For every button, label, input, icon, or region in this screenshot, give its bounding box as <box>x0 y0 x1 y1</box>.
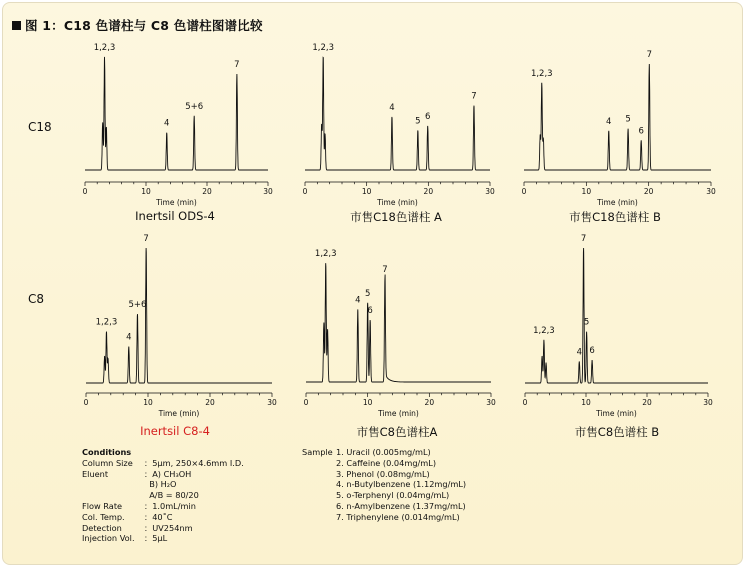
conditions-value: ：40˚C <box>144 511 173 522</box>
sample-row <box>302 458 466 469</box>
conditions-row <box>82 501 244 512</box>
peak-label: 6 <box>589 346 595 357</box>
x-tick-label: 0 <box>303 398 309 407</box>
conditions-label: Eluent <box>82 468 109 479</box>
peak-label: 5 <box>364 288 371 299</box>
x-tick-label: 20 <box>423 187 434 196</box>
chromatogram-4 <box>84 234 277 418</box>
peak-label: 7 <box>382 265 388 276</box>
peak-label: 5+6 <box>185 101 204 112</box>
chromatogram-6 <box>523 234 713 418</box>
x-tick-label: 0 <box>521 187 527 196</box>
sample-item: 5. o-Terphenyl (0.04mg/mL) <box>336 490 450 501</box>
x-tick-label: 20 <box>424 398 435 407</box>
peak-label: 4 <box>126 332 132 343</box>
x-axis-label: Time (min) <box>597 198 638 207</box>
peak-label: 4 <box>164 118 170 129</box>
sample-item: 6. n-Amylbenzene (1.37mg/mL) <box>336 500 466 511</box>
column-name-inertsil-c8-4: Inertsil C8-4 <box>140 424 210 438</box>
row-label-c8: C8 <box>28 292 45 306</box>
conditions-label: Injection Vol. <box>82 533 135 544</box>
conditions-label: Flow Rate <box>82 500 123 511</box>
x-tick-label: 30 <box>486 398 496 407</box>
chromatogram-3 <box>522 50 716 207</box>
x-axis-label: Time (min) <box>596 409 637 418</box>
chromatogram-trace <box>86 248 272 383</box>
chromatogram-2 <box>303 43 495 207</box>
conditions-row <box>82 458 244 469</box>
conditions-label: Col. Temp. <box>82 511 125 522</box>
peak-label: 5 <box>583 317 590 328</box>
conditions-row <box>82 479 244 490</box>
x-tick-label: 0 <box>83 398 89 407</box>
x-axis-label: Time (min) <box>156 198 197 207</box>
sample-row <box>302 501 466 512</box>
sample-block <box>302 447 466 523</box>
x-tick-label: 10 <box>581 398 591 407</box>
x-tick-label: 10 <box>141 187 151 196</box>
sample-row <box>302 479 466 490</box>
sample-item: 4. n-Butylbenzene (1.12mg/mL) <box>336 479 467 490</box>
chromatogram-trace <box>525 248 708 383</box>
peak-label: 4 <box>389 102 395 113</box>
chromatogram-trace <box>85 57 268 170</box>
conditions-row <box>82 469 244 480</box>
sample-item: 7. Triphenylene (0.014mg/mL) <box>336 511 460 522</box>
x-tick-label: 0 <box>302 187 308 196</box>
conditions-value: A/B = 80/20 <box>144 490 199 501</box>
conditions-value: ：5μL <box>144 533 168 544</box>
x-tick-label: 30 <box>485 187 495 196</box>
chromatogram-5 <box>304 249 496 418</box>
column-name-market-c8-a: 市售C8色谱柱A <box>356 425 438 439</box>
peak-label: 5 <box>415 116 421 127</box>
conditions-value: B) H₂O <box>144 479 177 490</box>
conditions-heading: Conditions <box>82 447 132 457</box>
peak-label: 1,2,3 <box>530 69 553 80</box>
x-tick-label: 10 <box>361 187 372 196</box>
conditions-block <box>82 447 244 544</box>
peak-label: 1,2,3 <box>312 43 335 53</box>
chromatogram-trace <box>305 57 490 170</box>
peak-label: 5+6 <box>128 300 147 311</box>
sample-item: 2. Caffeine (0.04mg/mL) <box>336 457 437 468</box>
peak-label: 6 <box>425 111 431 122</box>
peak-label: 6 <box>638 126 644 137</box>
row-label-c18: C18 <box>28 120 52 134</box>
peak-label: 5 <box>625 114 631 125</box>
x-axis-label: Time (min) <box>158 409 200 418</box>
conditions-value: ：5μm, 250×4.6mm I.D. <box>144 457 244 468</box>
peak-label: 7 <box>234 59 240 70</box>
conditions-value: ：1.0mL/min <box>144 500 196 511</box>
x-tick-label: 10 <box>143 398 153 407</box>
peak-label: 1,2,3 <box>95 317 118 328</box>
chromatogram-trace <box>306 263 491 382</box>
sample-row <box>302 469 466 480</box>
x-tick-label: 0 <box>82 187 88 196</box>
x-tick-label: 20 <box>205 398 215 407</box>
conditions-value: ：A) CH₃OH <box>144 468 192 479</box>
x-axis-label: Time (min) <box>378 409 419 418</box>
column-name-market-c18-a: 市售C18色谱柱 A <box>350 210 442 224</box>
peak-label: 7 <box>471 91 477 102</box>
peak-label: 6 <box>367 305 373 316</box>
conditions-label: Column Size <box>82 457 133 468</box>
x-tick-label: 30 <box>703 398 713 407</box>
x-tick-label: 20 <box>643 187 654 196</box>
x-tick-label: 30 <box>263 187 273 196</box>
peak-label: 1,2,3 <box>314 249 337 260</box>
peak-label: 7 <box>646 50 653 60</box>
peak-label: 7 <box>143 234 149 244</box>
x-tick-label: 0 <box>522 398 528 407</box>
sample-row <box>302 490 466 501</box>
column-name-market-c18-b: 市售C18色谱柱 B <box>569 210 661 224</box>
figure-title-text: 图 1：C18 色谱柱与 C8 色谱柱图谱比较 <box>25 18 263 33</box>
sample-item: 1. Uracil (0.005mg/mL) <box>336 447 431 457</box>
conditions-row <box>82 490 244 501</box>
chromatogram-trace <box>524 64 711 170</box>
sample-item: 3. Phenol (0.08mg/mL) <box>336 468 430 479</box>
peak-label: 1,2,3 <box>93 43 116 53</box>
peak-label: 4 <box>606 116 612 127</box>
x-tick-label: 20 <box>202 187 212 196</box>
x-tick-label: 20 <box>642 398 652 407</box>
x-tick-label: 30 <box>267 398 277 407</box>
peak-label: 1,2,3 <box>533 325 555 336</box>
conditions-row <box>82 533 244 544</box>
x-tick-label: 10 <box>362 398 373 407</box>
conditions-row <box>82 523 244 534</box>
sample-heading: Sample <box>302 447 333 457</box>
column-name-market-c8-b: 市售C8色谱柱 B <box>574 425 660 439</box>
conditions-value: ：UV254nm <box>144 522 193 533</box>
peak-label: 4 <box>576 347 583 358</box>
sample-row <box>302 512 466 523</box>
sample-row <box>302 447 466 458</box>
column-name-inertsil-ods4: Inertsil ODS-4 <box>135 209 215 223</box>
x-axis-label: Time (min) <box>377 198 418 207</box>
conditions-label: Detection <box>82 522 122 533</box>
x-tick-label: 30 <box>706 187 716 196</box>
peak-label: 4 <box>355 295 361 306</box>
chromatogram-1 <box>83 43 273 207</box>
conditions-row <box>82 512 244 523</box>
x-tick-label: 10 <box>581 187 592 196</box>
peak-label: 7 <box>580 234 587 244</box>
